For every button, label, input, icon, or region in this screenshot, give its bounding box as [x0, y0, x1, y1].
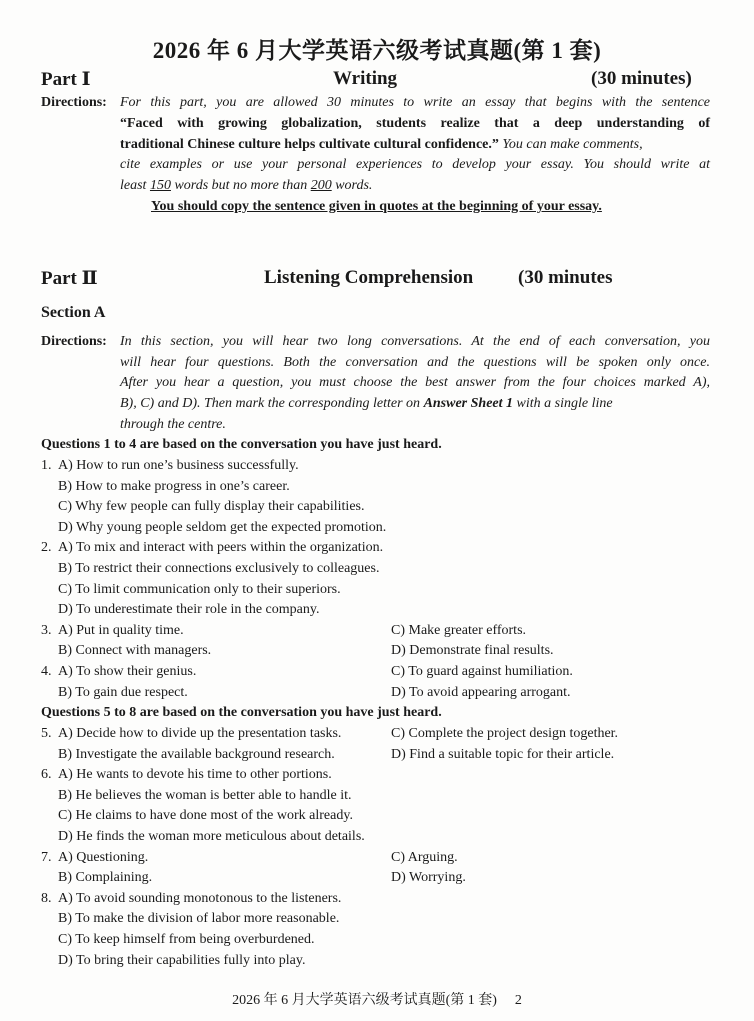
q5-option-a: A) Decide how to divide up the presentation tasks.: [58, 726, 342, 741]
word-limit-max: 200: [310, 178, 332, 193]
q1-option-b: B) How to make progress in one’s career.: [58, 479, 290, 494]
q7-number: 7.: [41, 850, 52, 865]
q7-option-c: C) Arguing.: [391, 850, 458, 865]
part2-directions-label: Directions:: [41, 334, 107, 349]
q5-option-d: D) Find a suitable topic for their article.: [391, 747, 615, 762]
part1-name: Writing: [333, 68, 398, 89]
q3-option-b: B) Connect with managers.: [58, 643, 212, 658]
question-group-1-heading: Questions 1 to 4 are based on the conversation you have just heard.: [41, 437, 442, 452]
word-limit-prefix: least: [120, 178, 150, 193]
q1-option-c: C) Why few people can fully display their capabilities.: [58, 499, 365, 514]
q4-option-b: B) To gain due respect.: [58, 685, 188, 700]
q1-option-a: A) How to run one’s business successfully.: [58, 458, 299, 473]
section-a-heading: Section A: [41, 304, 106, 321]
q7-option-b: B) Complaining.: [58, 870, 153, 885]
part1-time: (30 minutes): [591, 68, 692, 89]
part2-directions-line2: will hear four questions. Both the conversation and the questions will be spoken only once.: [120, 355, 710, 370]
q2-option-b: B) To restrict their connections exclusively to colleagues.: [58, 561, 380, 576]
part1-directions-line4: cite examples or use your personal experiences to develop your essay. You should write at: [120, 157, 710, 172]
word-limit-mid: words but no more than: [170, 178, 311, 193]
q8-option-d: D) To bring their capabilities fully into play.: [58, 953, 306, 968]
part1-directions-label: Directions:: [41, 95, 107, 110]
q1-number: 1.: [41, 458, 52, 473]
q6-number: 6.: [41, 767, 52, 782]
part2-time: (30 minutes: [518, 267, 613, 288]
copy-sentence-note: You should copy the sentence given in quotes at the beginning of your essay.: [151, 199, 602, 214]
part2-directions-line5: through the centre.: [120, 417, 226, 432]
q3-option-c: C) Make greater efforts.: [391, 623, 527, 638]
mark-instruction-text: B), C) and D). Then mark the corresponding letter on: [120, 396, 424, 411]
q7-option-d: D) Worrying.: [391, 870, 466, 885]
q3-option-d: D) Demonstrate final results.: [391, 643, 554, 658]
q2-option-c: C) To limit communication only to their superiors.: [58, 582, 341, 597]
word-limit-suffix: words.: [331, 178, 373, 193]
part2-label: Part Ⅱ: [41, 268, 98, 289]
q7-option-a: A) Questioning.: [58, 850, 149, 865]
q6-option-c: C) He claims to have done most of the work already.: [58, 808, 353, 823]
q8-option-a: A) To avoid sounding monotonous to the listeners.: [58, 891, 342, 906]
q8-option-b: B) To make the division of labor more reasonable.: [58, 911, 340, 926]
q6-option-d: D) He finds the woman more meticulous about details.: [58, 829, 365, 844]
part2-directions-line1: In this section, you will hear two long conversations. At the end of each conversation, you: [120, 334, 710, 349]
question-group-2-heading: Questions 5 to 8 are based on the conversation you have just heard.: [41, 705, 442, 720]
page-footer: [0, 989, 754, 1009]
part1-directions-line3: [120, 137, 643, 153]
q4-option-a: A) To show their genius.: [58, 664, 197, 679]
q6-option-b: B) He believes the woman is better able to handle it.: [58, 788, 352, 803]
q1-option-d: D) Why young people seldom get the expected promotion.: [58, 520, 387, 535]
part2-directions-line4: [120, 396, 613, 412]
q4-option-c: C) To guard against humiliation.: [391, 664, 573, 679]
q2-option-a: A) To mix and interact with peers within the organization.: [58, 540, 384, 555]
q8-option-c: C) To keep himself from being overburdened.: [58, 932, 315, 947]
q8-number: 8.: [41, 891, 52, 906]
q4-option-d: D) To avoid appearing arrogant.: [391, 685, 571, 700]
part1-directions-line1: For this part, you are allowed 30 minutes to write an essay that begins with the sentence: [120, 95, 710, 110]
word-limit-min: 150: [149, 178, 171, 193]
q5-option-c: C) Complete the project design together.: [391, 726, 619, 741]
part1-directions-line2: “Faced with growing globalization, students realize that a deep understanding of: [120, 116, 710, 131]
q5-option-b: B) Investigate the available background research.: [58, 747, 335, 762]
page-title: 2026 年 6 月大学英语六级考试真题(第 1 套): [152, 38, 602, 63]
q3-number: 3.: [41, 623, 52, 638]
footer-title: 2026 年 6 月大学英语六级考试真题(第 1 套): [232, 993, 497, 1008]
q3-option-a: A) Put in quality time.: [58, 623, 184, 638]
q4-number: 4.: [41, 664, 52, 679]
part2-directions-line3: After you hear a question, you must choose the best answer from the four choices marked A),: [120, 375, 710, 390]
part2-name: Listening Comprehension: [264, 267, 474, 288]
q2-option-d: D) To underestimate their role in the company.: [58, 602, 320, 617]
part1-directions-line5: [120, 178, 372, 194]
part1-label: Part Ⅰ: [41, 69, 91, 90]
q6-option-a: A) He wants to devote his time to other portions.: [58, 767, 332, 782]
mark-instruction-tail: with a single line: [513, 396, 613, 411]
q5-number: 5.: [41, 726, 52, 741]
q2-number: 2.: [41, 540, 52, 555]
page-number: 2: [514, 993, 522, 1008]
essay-quote-end: traditional Chinese culture helps cultivate cultural confidence.”: [120, 137, 499, 152]
essay-comments-text: You can make comments,: [498, 137, 643, 152]
answer-sheet-ref: Answer Sheet 1: [423, 396, 514, 411]
